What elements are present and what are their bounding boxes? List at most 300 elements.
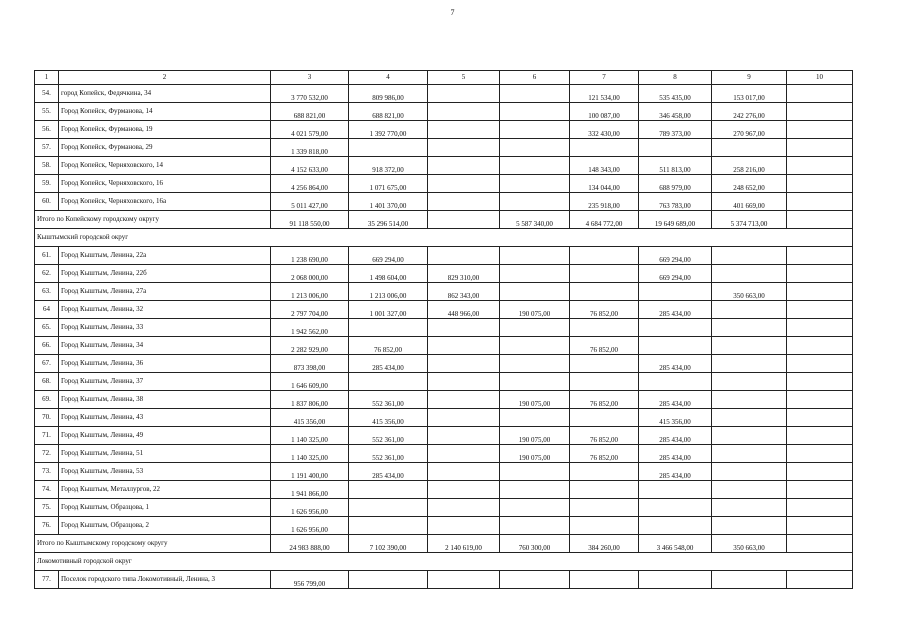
total-value-cell: 5 587 340,00 (500, 211, 570, 229)
header-row (35, 71, 853, 85)
value-cell: 190 075,00 (500, 427, 570, 445)
value-cell (787, 175, 853, 193)
value-cell: 1 646 609,00 (271, 373, 349, 391)
value-cell (639, 373, 712, 391)
column-header: 6 (500, 71, 570, 85)
value-cell (712, 481, 787, 499)
value-cell: 1 213 006,00 (349, 283, 428, 301)
address-cell: Город Кыштым, Ленина, 43 (59, 409, 271, 427)
value-cell (712, 391, 787, 409)
table-row (35, 103, 853, 121)
row-number: 76. (35, 517, 59, 535)
value-cell: 415 356,00 (639, 409, 712, 427)
address-cell: Город Кыштым, Ленина, 22а (59, 247, 271, 265)
table-row (35, 355, 853, 373)
value-cell (712, 247, 787, 265)
total-value-cell (787, 535, 853, 553)
total-label: Итого по Кыштымскому городскому округу (35, 535, 271, 553)
column-header: 10 (787, 71, 853, 85)
section-title: Кыштымский городской округ (35, 229, 853, 247)
section-row (35, 229, 853, 247)
value-cell (500, 409, 570, 427)
value-cell (428, 391, 500, 409)
address-cell: Город Кыштым, Ленина, 36 (59, 355, 271, 373)
value-cell (712, 373, 787, 391)
value-cell: 190 075,00 (500, 391, 570, 409)
value-cell (428, 139, 500, 157)
value-cell: 285 434,00 (349, 355, 428, 373)
value-cell: 285 434,00 (639, 301, 712, 319)
value-cell (787, 427, 853, 445)
table-row (35, 463, 853, 481)
value-cell (500, 265, 570, 283)
value-cell (787, 247, 853, 265)
value-cell: 258 216,00 (712, 157, 787, 175)
total-value-cell: 350 663,00 (712, 535, 787, 553)
row-number: 61. (35, 247, 59, 265)
value-cell: 285 434,00 (639, 355, 712, 373)
address-cell: Город Кыштым, Ленина, 27а (59, 283, 271, 301)
value-cell (787, 319, 853, 337)
row-number: 64 (35, 301, 59, 319)
value-cell (787, 139, 853, 157)
value-cell (570, 517, 639, 535)
value-cell: 346 458,00 (639, 103, 712, 121)
value-cell (428, 175, 500, 193)
value-cell: 76 852,00 (349, 337, 428, 355)
value-cell (428, 103, 500, 121)
address-cell: Город Копейск, Черняховского, 16 (59, 175, 271, 193)
value-cell: 415 356,00 (349, 409, 428, 427)
address-cell: Город Кыштым, Металлургов, 22 (59, 481, 271, 499)
value-cell (570, 247, 639, 265)
value-cell: 76 852,00 (570, 445, 639, 463)
value-cell (428, 319, 500, 337)
address-cell: Город Кыштым, Ленина, 32 (59, 301, 271, 319)
value-cell: 1 140 325,00 (271, 445, 349, 463)
value-cell: 285 434,00 (639, 463, 712, 481)
value-cell: 862 343,00 (428, 283, 500, 301)
value-cell (570, 319, 639, 337)
address-cell: Город Кыштым, Ленина, 34 (59, 337, 271, 355)
row-number: 72. (35, 445, 59, 463)
value-cell (712, 517, 787, 535)
value-cell (570, 355, 639, 373)
value-cell: 285 434,00 (639, 427, 712, 445)
table-row (35, 571, 853, 589)
value-cell: 248 652,00 (712, 175, 787, 193)
value-cell: 1 339 818,00 (271, 139, 349, 157)
value-cell (500, 139, 570, 157)
table-row (35, 121, 853, 139)
value-cell: 1 213 006,00 (271, 283, 349, 301)
address-cell: город Копейск, Федячкина, 34 (59, 85, 271, 103)
value-cell (712, 337, 787, 355)
value-cell (500, 193, 570, 211)
value-cell: 5 011 427,00 (271, 193, 349, 211)
address-cell: Город Копейск, Фурманова, 19 (59, 121, 271, 139)
value-cell (428, 193, 500, 211)
value-cell: 1 238 690,00 (271, 247, 349, 265)
address-cell: Город Копейск, Черняховского, 14 (59, 157, 271, 175)
value-cell: 285 434,00 (639, 445, 712, 463)
value-cell: 76 852,00 (570, 337, 639, 355)
value-cell (639, 337, 712, 355)
value-cell (787, 409, 853, 427)
total-row (35, 211, 853, 229)
value-cell (500, 283, 570, 301)
row-number: 66. (35, 337, 59, 355)
value-cell (428, 157, 500, 175)
row-number: 67. (35, 355, 59, 373)
value-cell (712, 355, 787, 373)
row-number: 65. (35, 319, 59, 337)
value-cell: 121 534,00 (570, 85, 639, 103)
table-row (35, 283, 853, 301)
value-cell: 918 372,00 (349, 157, 428, 175)
value-cell (712, 319, 787, 337)
value-cell: 1 626 956,00 (271, 499, 349, 517)
value-cell (500, 373, 570, 391)
value-cell (787, 373, 853, 391)
table-row (35, 193, 853, 211)
value-cell (570, 499, 639, 517)
value-cell (349, 517, 428, 535)
value-cell (570, 571, 639, 589)
value-cell (349, 571, 428, 589)
value-cell (500, 121, 570, 139)
total-value-cell (428, 211, 500, 229)
value-cell: 1 941 866,00 (271, 481, 349, 499)
row-number: 77. (35, 571, 59, 589)
value-cell: 535 435,00 (639, 85, 712, 103)
total-value-cell: 4 684 772,00 (570, 211, 639, 229)
value-cell (787, 193, 853, 211)
value-cell (787, 463, 853, 481)
table-row (35, 391, 853, 409)
value-cell (570, 373, 639, 391)
column-header: 5 (428, 71, 500, 85)
value-cell (428, 247, 500, 265)
value-cell (712, 427, 787, 445)
value-cell: 148 343,00 (570, 157, 639, 175)
row-number: 73. (35, 463, 59, 481)
value-cell (787, 121, 853, 139)
table-row (35, 175, 853, 193)
row-number: 56. (35, 121, 59, 139)
total-value-cell: 7 102 390,00 (349, 535, 428, 553)
value-cell (639, 571, 712, 589)
value-cell (712, 265, 787, 283)
address-cell: Город Кыштым, Ленина, 51 (59, 445, 271, 463)
row-number: 69. (35, 391, 59, 409)
value-cell (787, 481, 853, 499)
table-row (35, 517, 853, 535)
section-title: Локомотивный городской округ (35, 553, 853, 571)
value-cell: 4 152 633,00 (271, 157, 349, 175)
value-cell: 1 942 562,00 (271, 319, 349, 337)
row-number: 68. (35, 373, 59, 391)
value-cell: 153 017,00 (712, 85, 787, 103)
value-cell (500, 103, 570, 121)
value-cell (787, 499, 853, 517)
value-cell: 2 282 929,00 (271, 337, 349, 355)
data-table (34, 70, 853, 589)
value-cell (639, 517, 712, 535)
value-cell (787, 355, 853, 373)
value-cell: 956 799,00 (271, 571, 349, 589)
value-cell (570, 481, 639, 499)
table-row (35, 319, 853, 337)
column-header: 3 (271, 71, 349, 85)
value-cell (500, 247, 570, 265)
value-cell (570, 139, 639, 157)
row-number: 75. (35, 499, 59, 517)
value-cell (639, 139, 712, 157)
value-cell: 1 071 675,00 (349, 175, 428, 193)
value-cell (500, 463, 570, 481)
address-cell: Город Копейск, Черняховского, 16а (59, 193, 271, 211)
table-row (35, 409, 853, 427)
value-cell: 285 434,00 (349, 463, 428, 481)
column-header: 9 (712, 71, 787, 85)
address-cell: Город Кыштым, Ленина, 38 (59, 391, 271, 409)
value-cell: 829 310,00 (428, 265, 500, 283)
value-cell: 2 068 000,00 (271, 265, 349, 283)
value-cell: 789 373,00 (639, 121, 712, 139)
value-cell: 1 498 604,00 (349, 265, 428, 283)
total-value-cell: 3 466 548,00 (639, 535, 712, 553)
value-cell: 552 361,00 (349, 445, 428, 463)
value-cell: 76 852,00 (570, 427, 639, 445)
row-number: 55. (35, 103, 59, 121)
value-cell: 448 966,00 (428, 301, 500, 319)
total-value-cell: 35 296 514,00 (349, 211, 428, 229)
value-cell: 76 852,00 (570, 301, 639, 319)
value-cell (428, 373, 500, 391)
value-cell: 235 918,00 (570, 193, 639, 211)
table-row (35, 337, 853, 355)
value-cell (428, 85, 500, 103)
value-cell: 4 256 864,00 (271, 175, 349, 193)
total-value-cell: 384 260,00 (570, 535, 639, 553)
value-cell (500, 355, 570, 373)
value-cell: 1 401 370,00 (349, 193, 428, 211)
value-cell: 270 967,00 (712, 121, 787, 139)
value-cell (500, 319, 570, 337)
value-cell: 873 398,00 (271, 355, 349, 373)
row-number: 71. (35, 427, 59, 445)
table-row (35, 157, 853, 175)
address-cell: Город Копейск, Фурманова, 14 (59, 103, 271, 121)
address-cell: Город Кыштым, Ленина, 49 (59, 427, 271, 445)
value-cell (787, 103, 853, 121)
value-cell: 1 140 325,00 (271, 427, 349, 445)
value-cell: 1 837 806,00 (271, 391, 349, 409)
total-row (35, 535, 853, 553)
value-cell (500, 571, 570, 589)
column-header: 8 (639, 71, 712, 85)
table-row (35, 481, 853, 499)
value-cell (428, 517, 500, 535)
value-cell: 552 361,00 (349, 391, 428, 409)
value-cell: 1 626 956,00 (271, 517, 349, 535)
value-cell (570, 265, 639, 283)
value-cell (500, 499, 570, 517)
row-number: 59. (35, 175, 59, 193)
value-cell (570, 463, 639, 481)
section-row (35, 553, 853, 571)
value-cell: 688 821,00 (349, 103, 428, 121)
value-cell: 2 797 704,00 (271, 301, 349, 319)
value-cell (428, 427, 500, 445)
page-number: 7 (450, 8, 455, 17)
total-value-cell: 760 300,00 (500, 535, 570, 553)
row-number: 54. (35, 85, 59, 103)
row-number: 70. (35, 409, 59, 427)
column-header: 2 (59, 71, 271, 85)
value-cell: 669 294,00 (639, 247, 712, 265)
table-row (35, 139, 853, 157)
value-cell: 415 356,00 (271, 409, 349, 427)
row-number: 60. (35, 193, 59, 211)
value-cell: 350 663,00 (712, 283, 787, 301)
value-cell (787, 571, 853, 589)
column-header: 1 (35, 71, 59, 85)
value-cell (428, 445, 500, 463)
value-cell (639, 499, 712, 517)
value-cell: 809 986,00 (349, 85, 428, 103)
row-number: 74. (35, 481, 59, 499)
row-number: 57. (35, 139, 59, 157)
value-cell (787, 85, 853, 103)
value-cell (428, 571, 500, 589)
address-cell: Город Кыштым, Образцова, 2 (59, 517, 271, 535)
total-value-cell: 19 649 689,00 (639, 211, 712, 229)
value-cell (428, 121, 500, 139)
value-cell (500, 85, 570, 103)
value-cell: 1 191 400,00 (271, 463, 349, 481)
value-cell (500, 481, 570, 499)
value-cell (712, 463, 787, 481)
value-cell (500, 175, 570, 193)
value-cell: 190 075,00 (500, 445, 570, 463)
address-cell: Город Кыштым, Ленина, 53 (59, 463, 271, 481)
table-row (35, 427, 853, 445)
table-row (35, 301, 853, 319)
value-cell: 552 361,00 (349, 427, 428, 445)
table-row (35, 445, 853, 463)
address-cell: Город Кыштым, Образцова, 1 (59, 499, 271, 517)
value-cell (570, 283, 639, 301)
value-cell: 763 783,00 (639, 193, 712, 211)
value-cell: 242 276,00 (712, 103, 787, 121)
value-cell (349, 373, 428, 391)
table-row (35, 247, 853, 265)
value-cell (500, 517, 570, 535)
table-row (35, 373, 853, 391)
total-label: Итого по Копейскому городскому округу (35, 211, 271, 229)
value-cell: 688 979,00 (639, 175, 712, 193)
value-cell (787, 445, 853, 463)
value-cell (639, 319, 712, 337)
value-cell: 688 821,00 (271, 103, 349, 121)
row-number: 58. (35, 157, 59, 175)
value-cell (500, 337, 570, 355)
address-cell: Поселок городского типа Локомотивный, Ленина, 3 (59, 571, 271, 589)
value-cell: 190 075,00 (500, 301, 570, 319)
row-number: 62. (35, 265, 59, 283)
value-cell (349, 481, 428, 499)
table-row (35, 265, 853, 283)
value-cell: 332 430,00 (570, 121, 639, 139)
value-cell: 511 813,00 (639, 157, 712, 175)
value-cell (787, 301, 853, 319)
value-cell (787, 283, 853, 301)
value-cell: 669 294,00 (639, 265, 712, 283)
address-cell: Город Кыштым, Ленина, 22б (59, 265, 271, 283)
value-cell (712, 409, 787, 427)
total-value-cell: 2 140 619,00 (428, 535, 500, 553)
value-cell (639, 283, 712, 301)
total-value-cell: 24 983 888,00 (271, 535, 349, 553)
value-cell (787, 391, 853, 409)
value-cell (787, 517, 853, 535)
value-cell (787, 157, 853, 175)
value-cell (428, 499, 500, 517)
value-cell: 1 392 770,00 (349, 121, 428, 139)
value-cell: 3 770 532,00 (271, 85, 349, 103)
total-value-cell: 5 374 713,00 (712, 211, 787, 229)
value-cell (712, 571, 787, 589)
row-number: 63. (35, 283, 59, 301)
column-header: 7 (570, 71, 639, 85)
address-cell: Город Кыштым, Ленина, 33 (59, 319, 271, 337)
value-cell: 1 001 327,00 (349, 301, 428, 319)
table-row (35, 85, 853, 103)
value-cell (639, 481, 712, 499)
value-cell: 134 044,00 (570, 175, 639, 193)
value-cell (349, 139, 428, 157)
value-cell (712, 445, 787, 463)
value-cell: 4 021 579,00 (271, 121, 349, 139)
value-cell: 669 294,00 (349, 247, 428, 265)
value-cell (712, 499, 787, 517)
address-cell: Город Кыштым, Ленина, 37 (59, 373, 271, 391)
value-cell (428, 337, 500, 355)
column-header: 4 (349, 71, 428, 85)
value-cell (712, 301, 787, 319)
value-cell (787, 337, 853, 355)
value-cell (428, 481, 500, 499)
value-cell (349, 499, 428, 517)
value-cell (428, 355, 500, 373)
value-cell (349, 319, 428, 337)
value-cell (428, 409, 500, 427)
value-cell: 76 852,00 (570, 391, 639, 409)
value-cell (570, 409, 639, 427)
value-cell: 285 434,00 (639, 391, 712, 409)
table-row (35, 499, 853, 517)
value-cell: 401 669,00 (712, 193, 787, 211)
address-cell: Город Копейск, Фурманова, 29 (59, 139, 271, 157)
total-value-cell (787, 211, 853, 229)
value-cell (428, 463, 500, 481)
value-cell: 100 087,00 (570, 103, 639, 121)
total-value-cell: 91 118 550,00 (271, 211, 349, 229)
value-cell (787, 265, 853, 283)
value-cell (500, 157, 570, 175)
